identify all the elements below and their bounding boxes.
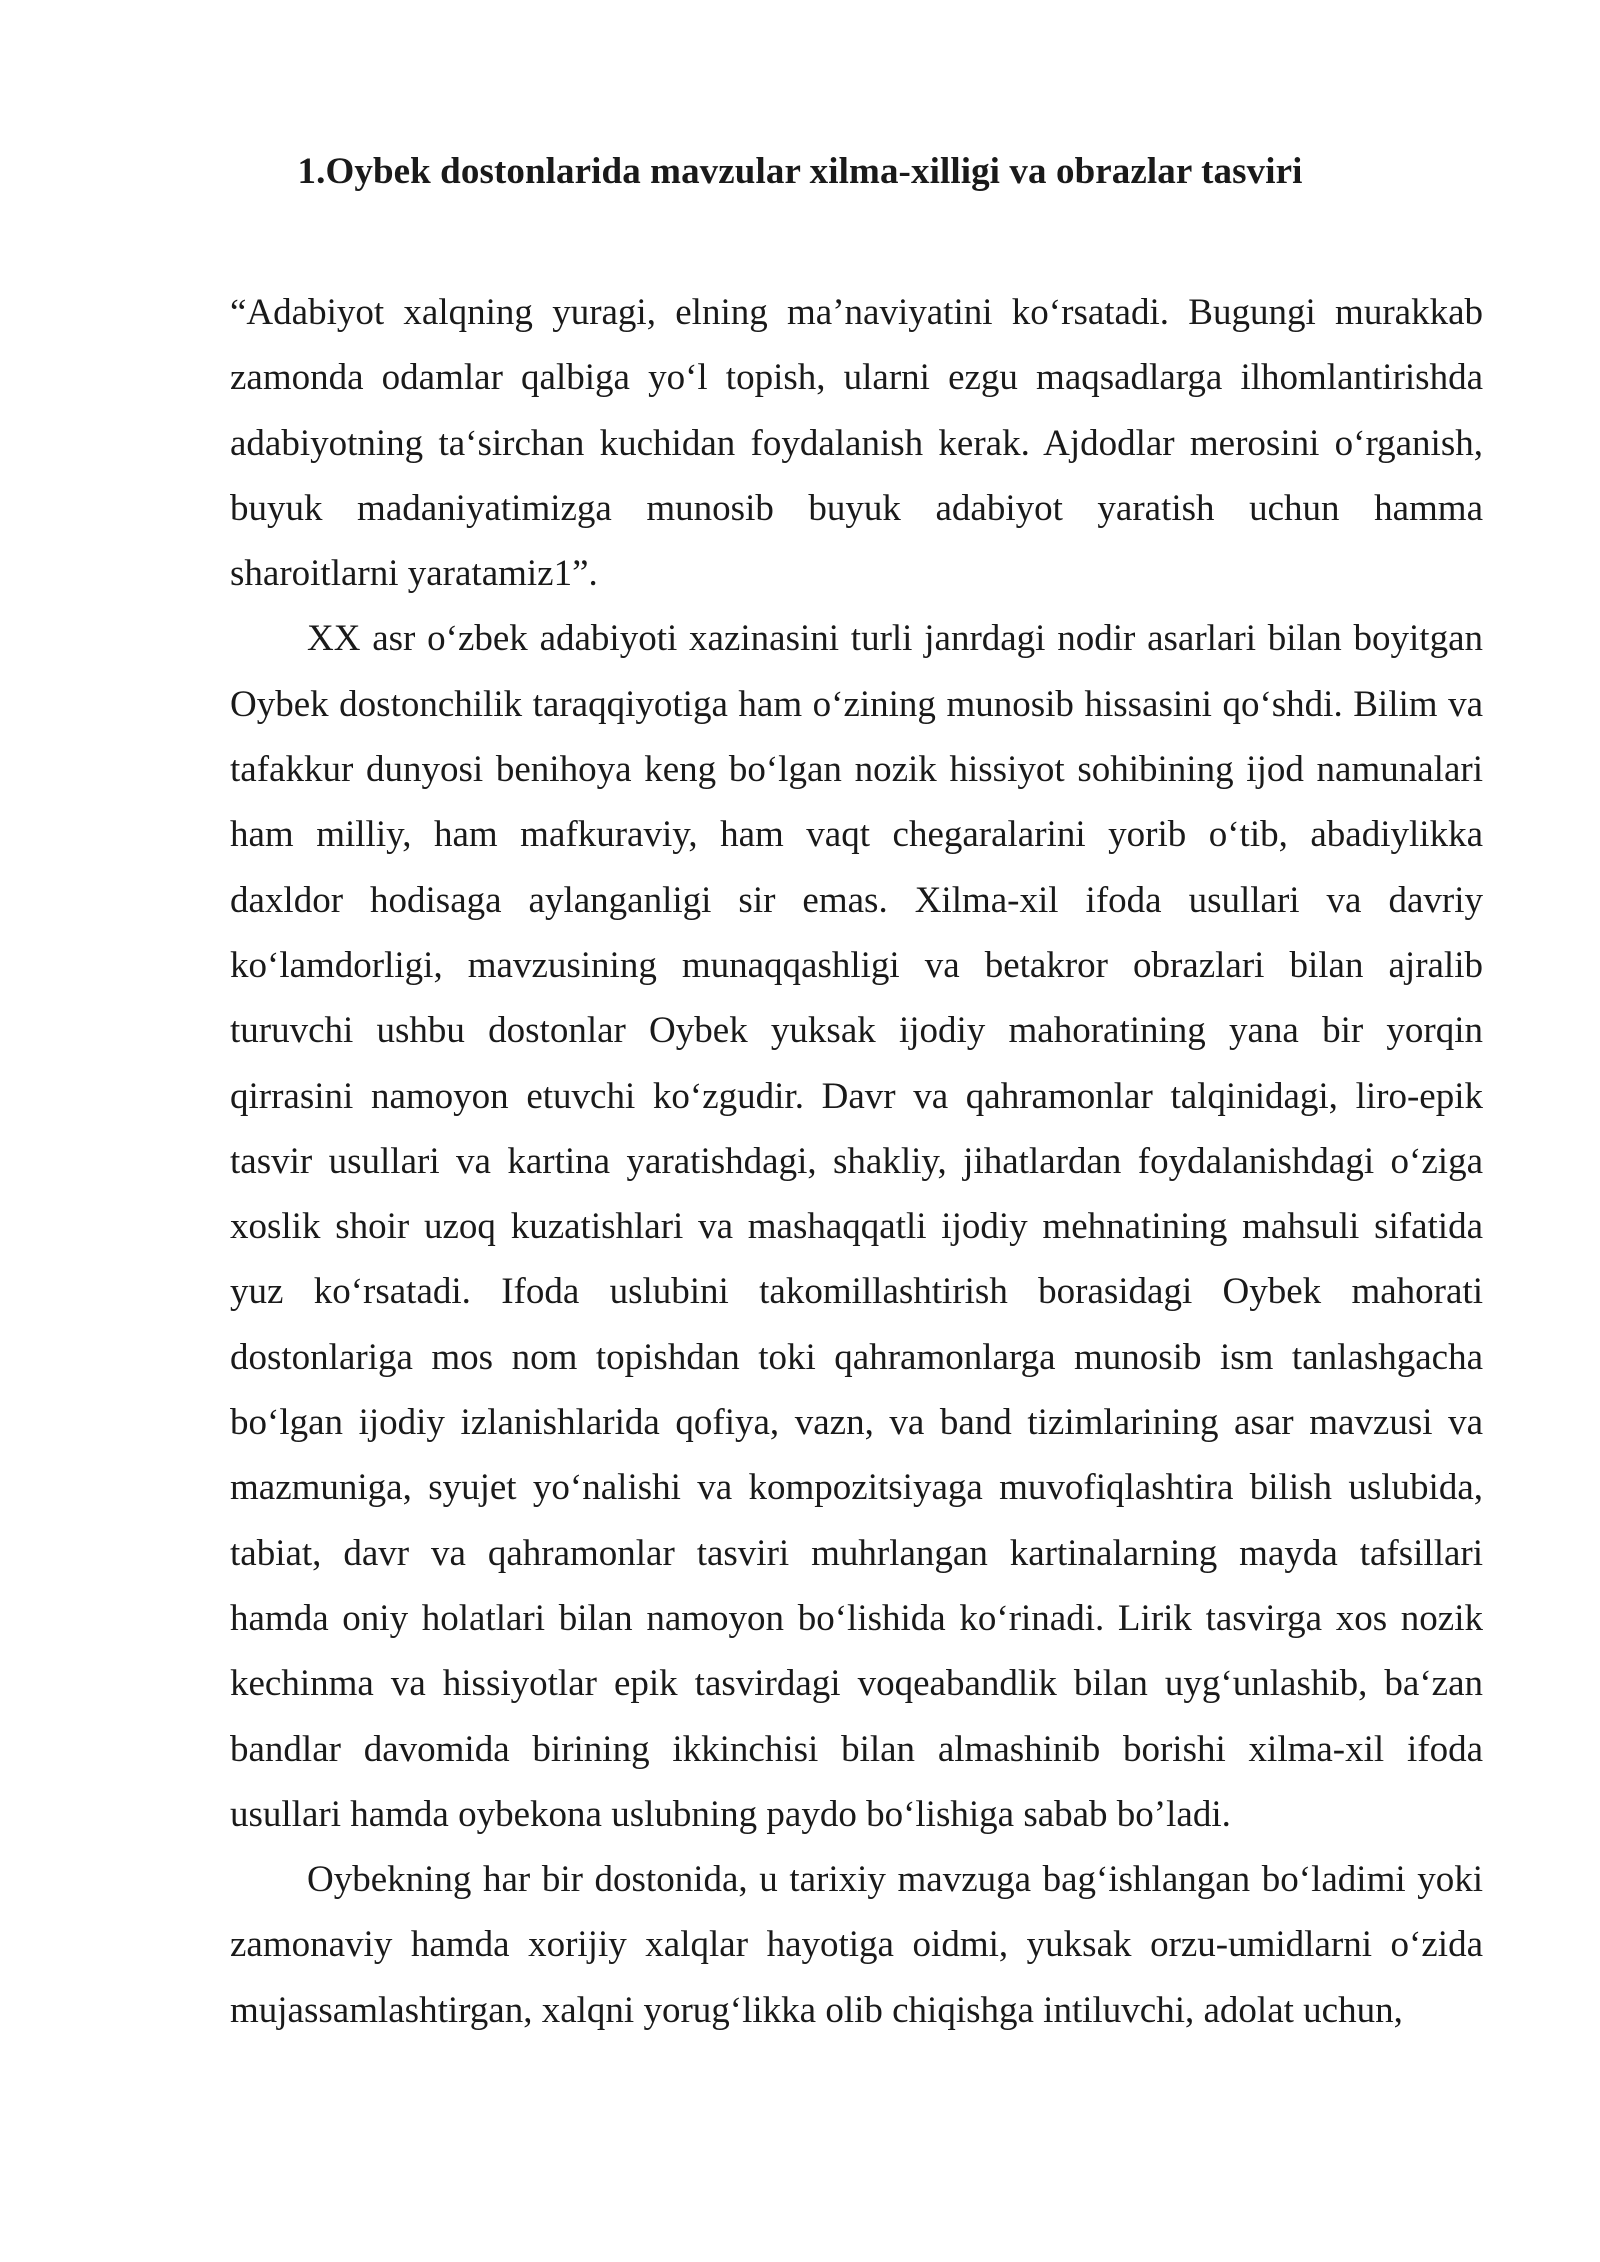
document-body: [230, 280, 1483, 2043]
paragraph-quote: “Adabiyot xalqning yuragi, elning ma’naviyatini ko‘rsatadi. Bugungi murakkab zamonda odamlar qalbiga yo‘l topish, ularni ezgu maqsadlarga ilhomlantirishda adabiyotning ta‘sirchan kuchidan foydalanish kerak. Ajdodlar merosini o‘rganish, buyuk madaniyatimizga munosib buyuk adabiyot yaratish uchun hamma sharoitlarni yaratamiz1”.: [230, 292, 1483, 595]
paragraph-continuation: Oybekning har bir dostonida, u tarixiy mavzuga bag‘ishlangan bo‘ladimi yoki zamonaviy hamda xorijiy xalqlar hayotiga oidmi, yuksak orzu-umidlarni o‘zida mujassamlashtirgan, xalqni yorug‘likka olib chiqishga intiluvchi, adolat uchun,: [230, 1859, 1483, 2031]
page-title: 1.Oybek dostonlarida mavzular xilma-xilligi va obrazlar tasviri: [297, 151, 1303, 192]
paragraph-main: XX asr o‘zbek adabiyoti xazinasini turli janrdagi nodir asarlari bilan boyitgan Oybek dostonchilik taraqqiyotiga ham o‘zining munosib hissasini qo‘shdi. Bilim va tafakkur dunyosi benihoya keng bo‘lgan nozik hissiyot sohibining ijod namunalari ham milliy, ham mafkuraviy, ham vaqt chegaralarini yorib o‘tib, abadiylikka daxldor hodisaga aylanganligi sir emas. Xilma-xil ifoda usullari va davriy ko‘lamdorligi, mavzusining munaqqashligi va betakror obrazlari bilan ajralib turuvchi ushbu dostonlar Oybek yuksak ijodiy mahoratining yana bir yorqin qirrasini namoyon etuvchi ko‘zgudir. Davr va qahramonlar talqinidagi, liro-epik tasvir usullari va kartina yaratishdagi, shakliy, jihatlardan foydalanishdagi o‘ziga xoslik shoir uzoq kuzatishlari va mashaqqatli ijodiy mehnatining mahsuli sifatida yuz ko‘rsatadi. Ifoda uslubini takomillashtirish borasidagi Oybek mahorati dostonlariga mos nom topishdan toki qahramonlarga munosib ism tanlashgacha bo‘lgan ijodiy izlanishlarida qofiya, vazn, va band tizimlarining asar mavzusi va mazmuniga, syujet yo‘nalishi va kompozitsiyaga muvofiqlashtira bilish uslubida, tabiat, davr va qahramonlar tasviri muhrlangan kartinalarning mayda tafsillari hamda oniy holatlari bilan namoyon bo‘lishida ko‘rinadi. Lirik tasvirga xos nozik kechinma va hissiyotlar epik tasvirdagi voqeabandlik bilan uyg‘unlashib, ba‘zan bandlar davomida birining ikkinchisi bilan almashinib borishi xilma-xil ifoda usullari hamda oybekona uslubning paydo bo‘lishiga sabab bo’ladi.: [230, 618, 1483, 1835]
